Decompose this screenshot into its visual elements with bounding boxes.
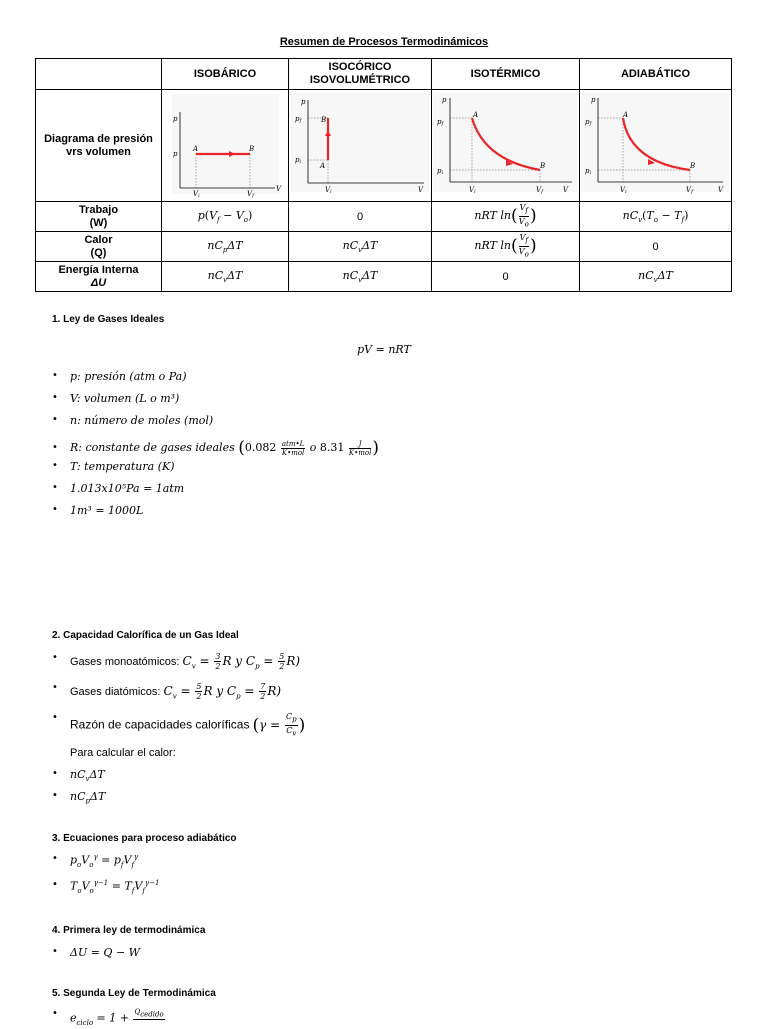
point-a: A [623,111,629,119]
row-label-work-line2: (W) [89,216,108,229]
adiabatic-list [52,853,159,905]
heat-capacity-list [52,652,305,742]
list-item-monoatomic: • Gases monoatómicos: $C_v$ = $\frac{3}{2}$ R y $C_p$ = $\frac{5}{2}$ R) [52,652,305,682]
pv-chart-isobarico [163,90,288,198]
row-label-work [36,202,162,232]
list-item-diatomic: • Gases diatómicos: $C_v$ = $\frac{5}{2}$ R y $C_p$ = $\frac{7}{2}$ R) [52,682,305,712]
list-item: • n: número de moles (mol) [52,414,379,436]
point-a: A [473,111,479,119]
list-item: • $T_oV_o^{\gamma-1} = T_fV_f^{\gamma-1}$ [52,879,159,905]
label-pf: pf [585,118,592,127]
list-item: • p: presión (atm o Pa) [52,370,379,392]
label-pi: pi [437,167,444,176]
work-isocorico: 0 [289,202,432,232]
section-3-title: 3. Ecuaciones para proceso adiabático [52,833,237,844]
header-isocorico [289,59,432,90]
work-isotermico: nRT ln( $\frac{V_f}{V_o}$ ) [432,202,580,232]
label-vf: Vf [686,186,693,195]
section-1-title: 1. Ley de Gases Ideales [52,314,165,325]
list-item-gas-constant: • R: constante de gases ideales (0.082 $\frac{\text{atm•L}}{\text{K•mol}}$ o 8.31 $\frac{J}{\text{K•mol}}$ ) [52,436,379,460]
pv-chart-adiabatico [580,90,731,198]
label-vi: Vi [620,186,627,195]
row-label-diagram: Diagrama de presión vrs volumen [36,90,162,202]
row-label-heat [36,232,162,262]
diagram-isotermico [432,90,580,202]
label-vf: Vf [246,190,254,198]
pv-chart-isocorico [290,90,431,198]
header-adiabatico: ADIABÁTICO [580,59,732,90]
label-p: p [591,96,596,104]
label-pi: pi [585,167,592,176]
list-item: • V: volumen (L o m³) [52,392,379,414]
first-law-list [52,946,140,968]
list-item-ratio: • Razón de capacidades caloríficas (γ = $\frac{C_p}{C_v}$ ) [52,712,305,742]
list-item: • $nC_v\Delta T$ [52,768,105,790]
header-isotermico: ISOTÉRMICO [432,59,580,90]
header-isobarico: ISOBÁRICO [162,59,289,90]
energy-adiabatico: $nC_v\Delta T$ [580,262,732,292]
list-item: • ΔU = Q − W [52,946,140,968]
label-vf: Vf [536,186,543,195]
label-v: V [563,186,569,194]
label-vi: Vi [324,186,332,195]
heat-isotermico: nRT ln( $\frac{V_f}{V_o}$ ) [432,232,580,262]
pv-chart-isotermico [432,90,579,198]
table-corner-cell [36,59,162,90]
label-vi: Vi [469,186,476,195]
list-item: • $p_oV_o^\gamma = p_fV_f^\gamma$ [52,853,159,879]
row-label-heat-line2: (Q) [90,246,107,259]
section-4-title: 4. Primera ley de termodinámica [52,925,206,936]
section-5-title: 5. Segunda Ley de Termodinámica [52,988,216,999]
list-item: • $nC_p\Delta T$ [52,790,105,812]
energy-isotermico: 0 [432,262,580,292]
list-item: • 1m³ = 1000L [52,504,379,526]
point-b: B [320,116,326,124]
row-label-work-line1: Trabajo [78,203,119,216]
label-p: p [442,96,447,104]
list-item: • $e_{ciclo} = 1$ + $Q_{cedido}$ [52,1008,166,1028]
row-label-energy-line1: Energía Interna [58,263,139,276]
heat-formula-list [52,768,105,812]
heat-isocorico: $nC_v\Delta T$ [289,232,432,262]
energy-isocorico: $nC_v\Delta T$ [289,262,432,292]
label-p: p [172,115,177,123]
heat-isobarico: $nC_p\Delta T$ [162,232,289,262]
label-v: V [417,186,423,194]
label-p: p [300,98,305,106]
work-adiabatico: $nC_v(T_o - T_f)$ [580,202,732,232]
section-2-title: 2. Capacidad Calorífica de un Gas Ideal [52,630,239,641]
row-label-heat-line1: Calor [84,233,113,246]
point-a: A [319,162,325,170]
list-item: • T: temperatura (K) [52,460,379,482]
heat-note: Para calcular el calor: [70,747,176,759]
work-isobarico: $p(V_f - V_o)$ [162,202,289,232]
ideal-gas-list [52,370,379,526]
second-law-list [52,1008,166,1028]
label-pf: pf [437,118,444,127]
summary-table [35,58,732,292]
ideal-gas-formula: pV = nRT [357,343,411,356]
page-title: Resumen de Procesos Termodinámicos [279,36,489,48]
header-isocorico-line1: ISOCÓRICO [328,61,392,73]
point-a: A [192,145,198,153]
label-vi: Vi [192,190,200,198]
label-v: V [718,186,724,194]
point-b: B [690,162,696,170]
row-label-energy [36,262,162,292]
point-b: B [248,145,254,153]
label-p-level: p [172,150,177,158]
header-isocorico-line2: ISOVOLUMÉTRICO [309,74,411,86]
diagram-isobarico [162,90,289,202]
list-item: • 1.013x10⁵Pa = 1atm [52,482,379,504]
diagram-isocorico [289,90,432,202]
label-v: V [275,185,281,193]
label-pi: pi [294,156,301,165]
energy-isobarico: $nC_v\Delta T$ [162,262,289,292]
heat-adiabatico: 0 [580,232,732,262]
point-b: B [540,162,546,170]
row-label-energy-line2: ΔU [90,276,107,289]
label-pf: pf [294,115,301,124]
diagram-adiabatico [580,90,732,202]
